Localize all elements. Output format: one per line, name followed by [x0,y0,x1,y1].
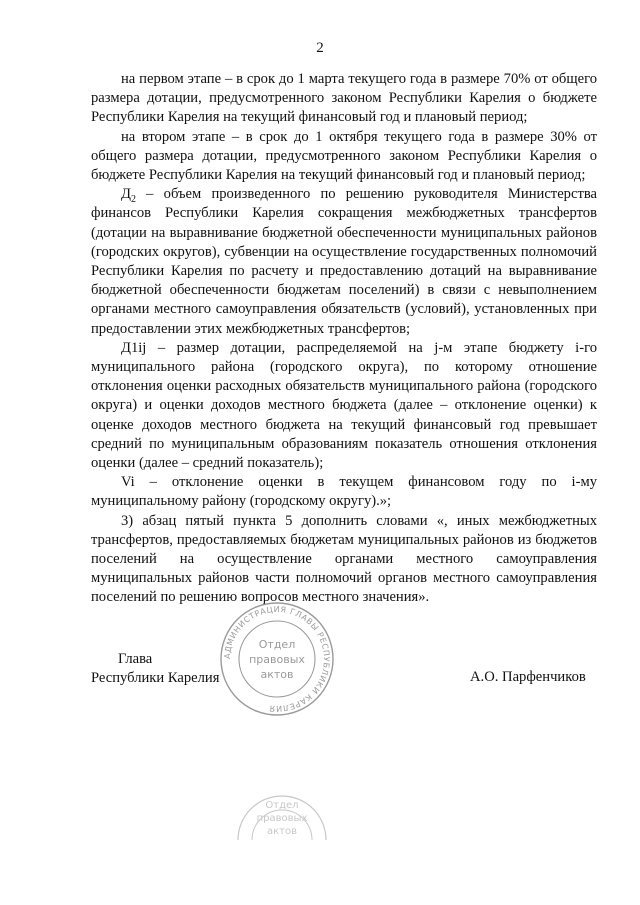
paragraph-second-stage: на втором этапе – в срок до 1 октября текущего года в размере 30% от общего размера дотации, предусмотренного законом Республики Карелия о бюджете Республики Карелия на текущий финансовый год и плановый период; [91,128,597,184]
faded-seal-graphic [232,770,332,840]
faded-seal-line2: правовых [256,813,308,824]
faded-seal-line3: актов [266,826,298,837]
official-seal-stamp [218,600,336,718]
seal-ring-text: АДМИНИСТРАЦИЯ ГЛАВЫ РЕСПУБЛИКИ КАРЕЛИЯ [222,604,332,714]
signer-title [91,650,219,688]
seal-center-line2: правовых [249,653,305,666]
paragraph-d1ij-definition: Д1ij – размер дотации, распределяемой на j-м этапе бюджету i-го муниципального района (городского округа), по которому отношение отклонения оценки расходных обязательств муниципального района (городского округа) и оценки доходов местного бюджета (далее – отклонение оценки) к оценке доходов местного бюджета на текущий финансовый год превышает средний по муниципальным образованиям показатель отношения отклонения оценки (далее – средний показатель); [91,339,597,472]
d2-subscript: 2 [130,194,136,206]
seal-center-line3: актов [260,668,294,681]
page-number: 2 [316,40,324,56]
paragraph-vi-definition: Vi – отклонение оценки в текущем финансовом году по i-му муниципальному району (городскому округу).»; [91,474,597,510]
seal-center-line1: Отдел [258,638,296,651]
faded-seal-stamp [232,770,332,840]
signer-name: А.О. Парфенчиков [470,669,586,685]
d2-symbol: Д [121,186,131,203]
paragraph-amendment-3: 3) абзац пятый пункта 5 дополнить словами «, иных межбюджетных трансфертов, предоставляемых бюджетам муниципальных районов из бюджетов поселений на осуществление органами местного самоуправления муниципальных районов части полномочий органов местного самоуправления поселений по решению вопросов местного значения». [91,512,597,606]
paragraph-d2-definition [91,185,597,339]
d2-text: – объем произведенного по решению руководителя Министерства финансов Республики Карелия сокращения межбюджетных трансфертов (дотации на выравнивание бюджетной обеспеченности муниципальных районов (городских округов), субвенции на осуществление государственных полномочий Республики Карелия по расчету и предоставлению дотаций на выравнивание бюджетной обеспеченности бюджетам поселений) в связи с невыполнением органами местного самоуправления обязательств (условий), установленных при предоставлении этих межбюджетных трансфертов; [91,186,597,337]
paragraph-first-stage: на первом этапе – в срок до 1 марта текущего года в размере 70% от общего размера дотации, предусмотренного законом Республики Карелия о бюджете Республики Карелия на текущий финансовый год и плановый период; [91,71,597,126]
signer-title-line2: Республики Карелия [91,670,220,686]
signer-title-line1: Глава [118,651,153,667]
document-body [91,70,597,608]
faded-seal-line1: Отдел [265,800,299,811]
official-seal-graphic [218,600,336,718]
